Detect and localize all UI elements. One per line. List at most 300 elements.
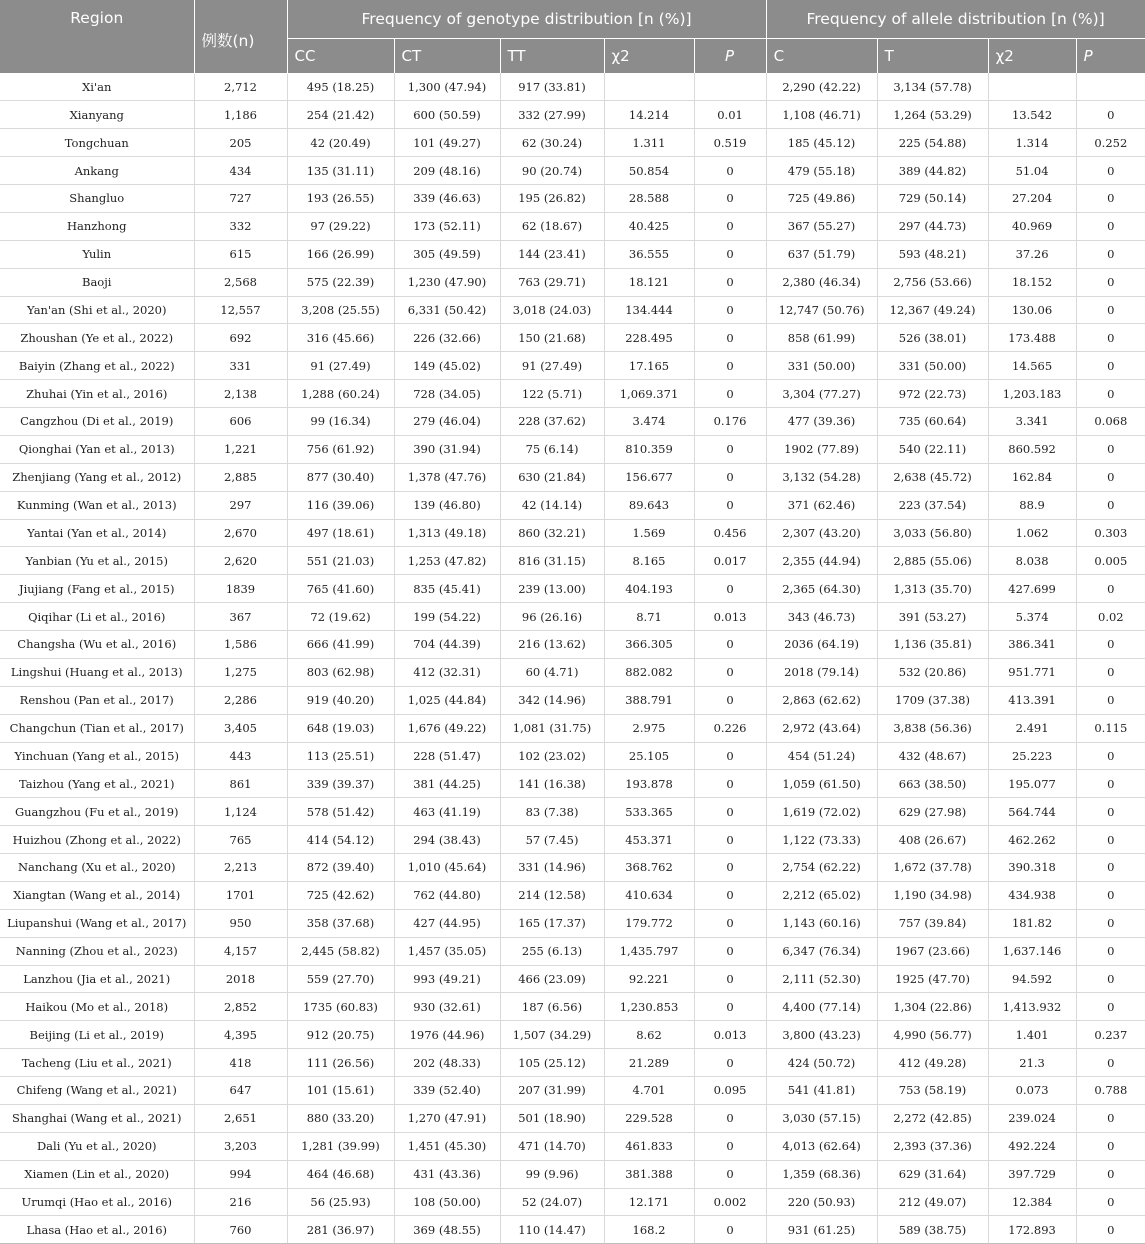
region-cell: Xiangtan (Wang et al., 2014) (0, 881, 194, 909)
t-allele-cell: 1,313 (35.70) (877, 575, 988, 603)
c-allele-cell: 185 (45.12) (766, 129, 877, 157)
c-allele-cell: 2,212 (65.02) (766, 881, 877, 909)
allele-chi2-cell: 14.565 (988, 352, 1076, 380)
table-row (0, 1216, 1145, 1244)
region-cell: Guangzhou (Fu et al., 2019) (0, 798, 194, 826)
c-allele-cell: 3,800 (43.23) (766, 1021, 877, 1049)
ct-cell: 1,676 (49.22) (394, 714, 500, 742)
tt-cell: 91 (27.49) (500, 352, 604, 380)
t-allele-cell: 331 (50.00) (877, 352, 988, 380)
region-cell: Shanghai (Wang et al., 2021) (0, 1104, 194, 1132)
allele-p-cell: 0 (1076, 937, 1145, 965)
genotype-p-cell: 0 (694, 212, 766, 240)
ct-cell: 728 (34.05) (394, 380, 500, 408)
genotype-chi2-header: χ2 (604, 39, 694, 74)
genotype-group-header: Frequency of genotype distribution [n (%)] (287, 0, 766, 39)
tt-cell: 150 (21.68) (500, 324, 604, 352)
region-cell: Dali (Yu et al., 2020) (0, 1132, 194, 1160)
cases-cell: 994 (194, 1160, 287, 1188)
genotype-chi2-cell: 2.975 (604, 714, 694, 742)
allele-p-cell: 0 (1076, 854, 1145, 882)
allele-chi2-cell: 1,637.146 (988, 937, 1076, 965)
ct-cell: 101 (49.27) (394, 129, 500, 157)
t-allele-cell: 297 (44.73) (877, 212, 988, 240)
tt-cell: 60 (4.71) (500, 658, 604, 686)
tt-cell: 99 (9.96) (500, 1160, 604, 1188)
table-row (0, 798, 1145, 826)
cases-cell: 727 (194, 185, 287, 213)
ct-cell: 108 (50.00) (394, 1188, 500, 1216)
cc-cell: 339 (39.37) (287, 770, 394, 798)
ct-cell: 1,253 (47.82) (394, 547, 500, 575)
cc-cell: 254 (21.42) (287, 101, 394, 129)
ct-cell: 390 (31.94) (394, 435, 500, 463)
c-allele-cell: 477 (39.36) (766, 408, 877, 436)
genotype-p-cell: 0 (694, 1104, 766, 1132)
c-allele-cell: 6,347 (76.34) (766, 937, 877, 965)
t-allele-cell: 593 (48.21) (877, 240, 988, 268)
region-cell: Huizhou (Zhong et al., 2022) (0, 826, 194, 854)
allele-p-cell: 0 (1076, 296, 1145, 324)
allele-p-cell: 0.005 (1076, 547, 1145, 575)
allele-p-cell: 0 (1076, 1049, 1145, 1077)
genotype-chi2-cell: 381.388 (604, 1160, 694, 1188)
region-cell: Tacheng (Liu et al., 2021) (0, 1049, 194, 1077)
tt-cell: 57 (7.45) (500, 826, 604, 854)
allele-p-cell: 0 (1076, 1132, 1145, 1160)
tt-cell: 90 (20.74) (500, 157, 604, 185)
c-allele-cell: 858 (61.99) (766, 324, 877, 352)
allele-chi2-cell: 13.542 (988, 101, 1076, 129)
table-row (0, 658, 1145, 686)
ct-cell: 463 (41.19) (394, 798, 500, 826)
allele-chi2-cell: 195.077 (988, 770, 1076, 798)
cc-header: CC (287, 39, 394, 74)
allele-chi2-cell: 397.729 (988, 1160, 1076, 1188)
cases-cell: 1,186 (194, 101, 287, 129)
tt-cell: 471 (14.70) (500, 1132, 604, 1160)
tt-cell: 195 (26.82) (500, 185, 604, 213)
t-allele-cell: 532 (20.86) (877, 658, 988, 686)
table-body (0, 73, 1145, 1244)
genotype-chi2-cell: 366.305 (604, 631, 694, 659)
table-row (0, 129, 1145, 157)
region-cell: Changsha (Wu et al., 2016) (0, 631, 194, 659)
t-allele-cell: 1967 (23.66) (877, 937, 988, 965)
cases-cell: 205 (194, 129, 287, 157)
allele-chi2-cell: 390.318 (988, 854, 1076, 882)
table-row (0, 101, 1145, 129)
allele-chi2-header: χ2 (988, 39, 1076, 74)
allele-chi2-cell (988, 73, 1076, 101)
allele-p-cell: 0 (1076, 575, 1145, 603)
allele-p-cell: 0 (1076, 268, 1145, 296)
t-allele-cell: 223 (37.54) (877, 491, 988, 519)
ct-cell: 199 (54.22) (394, 603, 500, 631)
cc-cell: 803 (62.98) (287, 658, 394, 686)
genotype-p-cell: 0.095 (694, 1077, 766, 1105)
cc-cell: 113 (25.51) (287, 742, 394, 770)
table-row (0, 603, 1145, 631)
allele-p-cell: 0 (1076, 185, 1145, 213)
region-cell: Zhenjiang (Yang et al., 2012) (0, 463, 194, 491)
table-row (0, 212, 1145, 240)
c-allele-cell: 541 (41.81) (766, 1077, 877, 1105)
t-allele-cell: 629 (31.64) (877, 1160, 988, 1188)
c-allele-cell: 371 (62.46) (766, 491, 877, 519)
allele-chi2-cell: 1.062 (988, 519, 1076, 547)
region-cell: Nanning (Zhou et al., 2023) (0, 937, 194, 965)
cases-cell: 434 (194, 157, 287, 185)
cases-cell: 2,670 (194, 519, 287, 547)
cc-cell: 281 (36.97) (287, 1216, 394, 1244)
genotype-p-cell: 0.002 (694, 1188, 766, 1216)
region-cell: Jiujiang (Fang et al., 2015) (0, 575, 194, 603)
tt-cell: 763 (29.71) (500, 268, 604, 296)
table-row (0, 380, 1145, 408)
ct-cell: 1,025 (44.84) (394, 686, 500, 714)
allele-p-cell: 0 (1076, 212, 1145, 240)
table-row (0, 854, 1145, 882)
tt-cell: 255 (6.13) (500, 937, 604, 965)
t-allele-cell: 2,638 (45.72) (877, 463, 988, 491)
cc-cell: 880 (33.20) (287, 1104, 394, 1132)
cases-cell: 1,586 (194, 631, 287, 659)
cc-cell: 42 (20.49) (287, 129, 394, 157)
genotype-p-cell: 0.013 (694, 1021, 766, 1049)
tt-cell: 466 (23.09) (500, 965, 604, 993)
cases-cell: 950 (194, 909, 287, 937)
cc-cell: 648 (19.03) (287, 714, 394, 742)
t-allele-cell: 389 (44.82) (877, 157, 988, 185)
table-row (0, 519, 1145, 547)
genotype-p-cell: 0 (694, 909, 766, 937)
allele-p-header: P (1076, 39, 1145, 74)
c-allele-cell: 2,972 (43.64) (766, 714, 877, 742)
t-allele-cell: 757 (39.84) (877, 909, 988, 937)
ct-cell: 369 (48.55) (394, 1216, 500, 1244)
allele-p-cell: 0 (1076, 324, 1145, 352)
genotype-p-cell: 0 (694, 1216, 766, 1244)
t-allele-cell: 1,190 (34.98) (877, 881, 988, 909)
ct-cell: 993 (49.21) (394, 965, 500, 993)
genotype-p-cell: 0 (694, 352, 766, 380)
allele-chi2-cell: 3.341 (988, 408, 1076, 436)
tt-cell: 110 (14.47) (500, 1216, 604, 1244)
tt-cell: 332 (27.99) (500, 101, 604, 129)
c-allele-cell: 2,365 (64.30) (766, 575, 877, 603)
table-row (0, 1049, 1145, 1077)
region-cell: Xi'an (0, 73, 194, 101)
genotype-chi2-cell: 8.71 (604, 603, 694, 631)
c-allele-cell: 479 (55.18) (766, 157, 877, 185)
table-row (0, 881, 1145, 909)
t-allele-cell: 526 (38.01) (877, 324, 988, 352)
region-cell: Yanbian (Yu et al., 2015) (0, 547, 194, 575)
cc-cell: 99 (16.34) (287, 408, 394, 436)
t-allele-header: T (877, 39, 988, 74)
table-row (0, 770, 1145, 798)
region-cell: Lhasa (Hao et al., 2016) (0, 1216, 194, 1244)
t-allele-cell: 212 (49.07) (877, 1188, 988, 1216)
region-cell: Nanchang (Xu et al., 2020) (0, 854, 194, 882)
ct-cell: 1,230 (47.90) (394, 268, 500, 296)
table-row (0, 463, 1145, 491)
allele-chi2-cell: 172.893 (988, 1216, 1076, 1244)
tt-cell: 239 (13.00) (500, 575, 604, 603)
allele-p-cell: 0 (1076, 463, 1145, 491)
genotype-chi2-cell: 14.214 (604, 101, 694, 129)
tt-cell: 83 (7.38) (500, 798, 604, 826)
genotype-p-cell: 0 (694, 575, 766, 603)
genotype-chi2-cell: 368.762 (604, 854, 694, 882)
cases-cell: 1,275 (194, 658, 287, 686)
tt-cell: 917 (33.81) (500, 73, 604, 101)
c-allele-cell: 2,754 (62.22) (766, 854, 877, 882)
cc-cell: 1,288 (60.24) (287, 380, 394, 408)
ct-cell: 1,457 (35.05) (394, 937, 500, 965)
ct-cell: 704 (44.39) (394, 631, 500, 659)
allele-chi2-cell: 173.488 (988, 324, 1076, 352)
cases-cell: 2,885 (194, 463, 287, 491)
cases-cell: 1,221 (194, 435, 287, 463)
genotype-p-cell: 0 (694, 380, 766, 408)
region-cell: Qiqihar (Li et al., 2016) (0, 603, 194, 631)
allele-chi2-cell: 239.024 (988, 1104, 1076, 1132)
cc-cell: 1,281 (39.99) (287, 1132, 394, 1160)
allele-chi2-cell: 386.341 (988, 631, 1076, 659)
c-allele-cell: 1,143 (60.16) (766, 909, 877, 937)
cc-cell: 464 (46.68) (287, 1160, 394, 1188)
genotype-chi2-cell: 3.474 (604, 408, 694, 436)
region-cell: Baiyin (Zhang et al., 2022) (0, 352, 194, 380)
t-allele-cell: 629 (27.98) (877, 798, 988, 826)
allele-chi2-cell: 181.82 (988, 909, 1076, 937)
ct-cell: 762 (44.80) (394, 881, 500, 909)
cases-cell: 2,138 (194, 380, 287, 408)
genotype-p-cell: 0 (694, 435, 766, 463)
cc-cell: 2,445 (58.82) (287, 937, 394, 965)
genotype-chi2-cell: 8.62 (604, 1021, 694, 1049)
region-cell: Qionghai (Yan et al., 2013) (0, 435, 194, 463)
cc-cell: 56 (25.93) (287, 1188, 394, 1216)
ct-cell: 202 (48.33) (394, 1049, 500, 1077)
c-allele-cell: 1902 (77.89) (766, 435, 877, 463)
allele-p-cell: 0 (1076, 491, 1145, 519)
genotype-chi2-cell: 453.371 (604, 826, 694, 854)
cases-cell: 2,620 (194, 547, 287, 575)
ct-header: CT (394, 39, 500, 74)
c-allele-cell: 3,304 (77.27) (766, 380, 877, 408)
allele-chi2-cell: 12.384 (988, 1188, 1076, 1216)
cases-cell: 647 (194, 1077, 287, 1105)
c-allele-cell: 424 (50.72) (766, 1049, 877, 1077)
allele-p-cell: 0 (1076, 240, 1145, 268)
genotype-p-cell: 0 (694, 631, 766, 659)
cases-cell: 4,157 (194, 937, 287, 965)
ct-cell: 226 (32.66) (394, 324, 500, 352)
region-cell: Urumqi (Hao et al., 2016) (0, 1188, 194, 1216)
tt-cell: 144 (23.41) (500, 240, 604, 268)
table-row (0, 352, 1145, 380)
allele-chi2-cell: 1,203.183 (988, 380, 1076, 408)
tt-cell: 102 (23.02) (500, 742, 604, 770)
genotype-p-cell: 0 (694, 686, 766, 714)
c-allele-cell: 2,290 (42.22) (766, 73, 877, 101)
table-row (0, 1132, 1145, 1160)
cases-cell: 1,124 (194, 798, 287, 826)
genotype-chi2-cell: 89.643 (604, 491, 694, 519)
cases-cell: 2,568 (194, 268, 287, 296)
allele-p-cell: 0 (1076, 909, 1145, 937)
allele-chi2-cell: 1.314 (988, 129, 1076, 157)
cc-cell: 912 (20.75) (287, 1021, 394, 1049)
cases-cell: 367 (194, 603, 287, 631)
tt-cell: 1,081 (31.75) (500, 714, 604, 742)
t-allele-cell: 735 (60.64) (877, 408, 988, 436)
c-allele-cell: 1,619 (72.02) (766, 798, 877, 826)
ct-cell: 209 (48.16) (394, 157, 500, 185)
tt-cell: 42 (14.14) (500, 491, 604, 519)
allele-p-cell: 0.788 (1076, 1077, 1145, 1105)
ct-cell: 381 (44.25) (394, 770, 500, 798)
t-allele-cell: 729 (50.14) (877, 185, 988, 213)
genotype-chi2-cell: 17.165 (604, 352, 694, 380)
genotype-p-cell: 0 (694, 881, 766, 909)
t-allele-cell: 432 (48.67) (877, 742, 988, 770)
t-allele-cell: 2,756 (53.66) (877, 268, 988, 296)
ct-cell: 294 (38.43) (394, 826, 500, 854)
allele-chi2-cell: 2.491 (988, 714, 1076, 742)
allele-chi2-cell: 37.26 (988, 240, 1076, 268)
cc-cell: 135 (31.11) (287, 157, 394, 185)
allele-p-cell (1076, 73, 1145, 101)
c-allele-cell: 4,400 (77.14) (766, 993, 877, 1021)
tt-cell: 331 (14.96) (500, 854, 604, 882)
genotype-chi2-cell: 168.2 (604, 1216, 694, 1244)
tt-cell: 207 (31.99) (500, 1077, 604, 1105)
genotype-p-cell: 0 (694, 993, 766, 1021)
c-allele-cell: 1,059 (61.50) (766, 770, 877, 798)
ct-cell: 173 (52.11) (394, 212, 500, 240)
cases-cell: 861 (194, 770, 287, 798)
cc-cell: 193 (26.55) (287, 185, 394, 213)
cases-cell: 3,203 (194, 1132, 287, 1160)
c-allele-cell: 2,863 (62.62) (766, 686, 877, 714)
region-cell: Yinchuan (Yang et al., 2015) (0, 742, 194, 770)
genotype-chi2-cell: 4.701 (604, 1077, 694, 1105)
tt-cell: 75 (6.14) (500, 435, 604, 463)
genotype-chi2-cell: 40.425 (604, 212, 694, 240)
allele-chi2-cell: 88.9 (988, 491, 1076, 519)
cc-cell: 97 (29.22) (287, 212, 394, 240)
allele-p-cell: 0 (1076, 826, 1145, 854)
allele-chi2-cell: 492.224 (988, 1132, 1076, 1160)
allele-p-cell: 0 (1076, 631, 1145, 659)
genotype-p-cell: 0 (694, 937, 766, 965)
allele-group-header: Frequency of allele distribution [n (%)] (766, 0, 1145, 39)
cases-cell: 606 (194, 408, 287, 436)
t-allele-cell: 225 (54.88) (877, 129, 988, 157)
table-row (0, 408, 1145, 436)
t-allele-cell: 540 (22.11) (877, 435, 988, 463)
cases-cell: 4,395 (194, 1021, 287, 1049)
ct-cell: 139 (46.80) (394, 491, 500, 519)
genotype-p-cell: 0.176 (694, 408, 766, 436)
allele-p-cell: 0 (1076, 435, 1145, 463)
ct-cell: 6,331 (50.42) (394, 296, 500, 324)
ct-cell: 835 (45.41) (394, 575, 500, 603)
tt-cell: 1,507 (34.29) (500, 1021, 604, 1049)
table-row (0, 491, 1145, 519)
cc-cell: 3,208 (25.55) (287, 296, 394, 324)
ct-cell: 339 (52.40) (394, 1077, 500, 1105)
tt-cell: 165 (17.37) (500, 909, 604, 937)
genotype-p-cell: 0 (694, 1160, 766, 1188)
tt-cell: 141 (16.38) (500, 770, 604, 798)
t-allele-cell: 589 (38.75) (877, 1216, 988, 1244)
ct-cell: 1,270 (47.91) (394, 1104, 500, 1132)
allele-chi2-cell: 5.374 (988, 603, 1076, 631)
allele-chi2-cell: 427.699 (988, 575, 1076, 603)
allele-chi2-cell: 21.3 (988, 1049, 1076, 1077)
genotype-chi2-cell: 1.311 (604, 129, 694, 157)
tt-cell: 62 (18.67) (500, 212, 604, 240)
t-allele-cell: 4,990 (56.77) (877, 1021, 988, 1049)
allele-chi2-cell: 27.204 (988, 185, 1076, 213)
region-cell: Beijing (Li et al., 2019) (0, 1021, 194, 1049)
region-cell: Tongchuan (0, 129, 194, 157)
allele-p-cell: 0 (1076, 1216, 1145, 1244)
t-allele-cell: 391 (53.27) (877, 603, 988, 631)
cases-cell: 3,405 (194, 714, 287, 742)
genotype-p-cell: 0 (694, 463, 766, 491)
genotype-p-cell: 0.017 (694, 547, 766, 575)
allele-chi2-cell: 413.391 (988, 686, 1076, 714)
cases-cell: 332 (194, 212, 287, 240)
table-row (0, 826, 1145, 854)
t-allele-cell: 3,134 (57.78) (877, 73, 988, 101)
allele-chi2-cell: 8.038 (988, 547, 1076, 575)
genotype-p-header: P (694, 39, 766, 74)
genotype-p-cell: 0 (694, 491, 766, 519)
cc-cell: 497 (18.61) (287, 519, 394, 547)
allele-p-cell: 0.068 (1076, 408, 1145, 436)
cases-cell: 2,651 (194, 1104, 287, 1132)
allele-p-cell: 0 (1076, 1188, 1145, 1216)
allele-p-cell: 0 (1076, 1104, 1145, 1132)
c-allele-cell: 4,013 (62.64) (766, 1132, 877, 1160)
table-row (0, 1104, 1145, 1132)
t-allele-cell: 1,672 (37.78) (877, 854, 988, 882)
cc-cell: 877 (30.40) (287, 463, 394, 491)
t-allele-cell: 2,272 (42.85) (877, 1104, 988, 1132)
cases-cell: 331 (194, 352, 287, 380)
tt-cell: 96 (26.16) (500, 603, 604, 631)
genotype-chi2-cell: 228.495 (604, 324, 694, 352)
region-cell: Cangzhou (Di et al., 2019) (0, 408, 194, 436)
genotype-p-cell: 0.013 (694, 603, 766, 631)
cc-cell: 72 (19.62) (287, 603, 394, 631)
table-row (0, 742, 1145, 770)
genotype-chi2-cell: 882.082 (604, 658, 694, 686)
c-allele-cell: 2,355 (44.94) (766, 547, 877, 575)
region-cell: Renshou (Pan et al., 2017) (0, 686, 194, 714)
allele-chi2-cell: 860.592 (988, 435, 1076, 463)
t-allele-cell: 663 (38.50) (877, 770, 988, 798)
cc-cell: 559 (27.70) (287, 965, 394, 993)
cases-cell: 443 (194, 742, 287, 770)
